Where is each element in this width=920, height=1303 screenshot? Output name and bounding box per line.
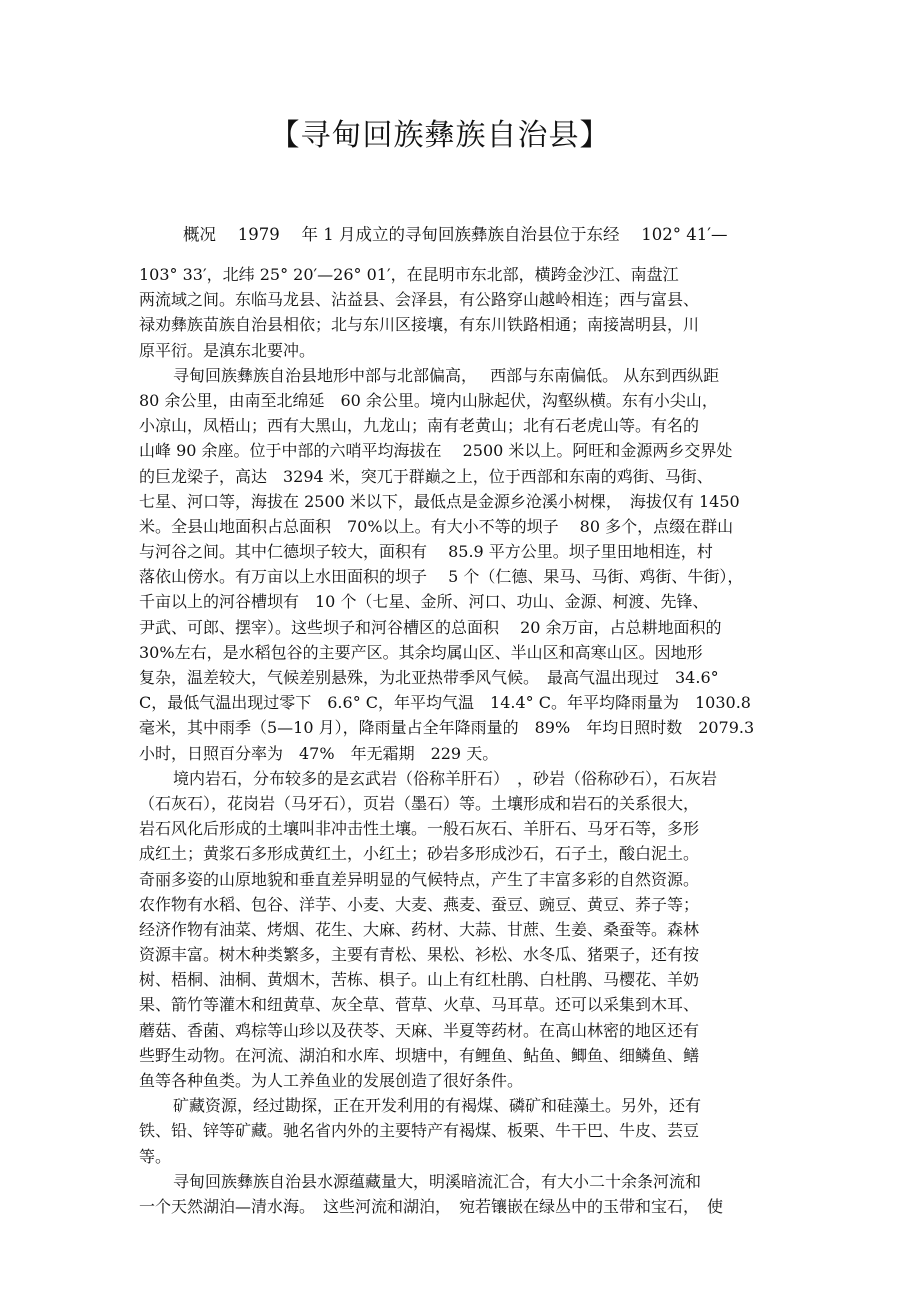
paragraph-line: 境内岩石，分布较多的是玄武岩（俗称羊肝石） ，砂岩（俗称砂石），石灰岩 <box>173 768 718 788</box>
paragraph-line: 岩石风化后形成的土壤叫非冲击性土壤。一般石灰石、羊肝石、马牙石等，多形 <box>139 819 700 839</box>
paragraph-line: 米。全县山地面积占总面积 70%以上。有大小不等的坝子 80 多个，点缀在群山 <box>139 516 734 536</box>
paragraph-line: 七星、河口等，海拔在 2500 米以下，最低点是金源乡沧溪小树棵， 海拔仅有 1450 <box>139 491 740 511</box>
paragraph-line: 小凉山，凤梧山；西有大黑山，九龙山；南有老黄山；北有石老虎山等。有名的 <box>139 416 700 436</box>
paragraph-line: 矿藏资源，经过勘探，正在开发利用的有褐煤、磷矿和硅藻土。另外，还有 <box>173 1096 702 1116</box>
paragraph-line: 103° 33′，北纬 25° 20′—26° 01′，在昆明市东北部，横跨金沙江、南盘江 <box>139 265 679 284</box>
paragraph-line: 山峰 90 余座。位于中部的六哨平均海拔在 2500 米以上。阿旺和金源两乡交界处 <box>139 441 733 461</box>
paragraph-line: 尹武、可郎、摆宰）。这些坝子和河谷槽区的总面积 20 余万亩，占总耕地面积的 <box>139 617 722 637</box>
paragraph-line: 寻甸回族彝族自治县水源蕴藏量大，明溪暗流汇合，有大小二十余条河流和 <box>173 1171 702 1191</box>
paragraph-line: 成红土；黄浆石多形成黄红土，小红土；砂岩多形成沙石，石子土，酸白泥土。 <box>139 844 700 864</box>
paragraph-line: 一个天然湖泊—清水海。 这些河流和湖泊， 宛若镶嵌在绿丛中的玉带和宝石， 使 <box>139 1196 724 1216</box>
paragraph-line: 禄劝彝族苗族自治县相依；北与东川区接壤，有东川铁路相通；南接嵩明县，川 <box>139 315 700 335</box>
paragraph-line: 复杂，温差较大，气候差别悬殊，为北亚热带季风气候。 最高气温出现过 34.6° <box>139 668 719 687</box>
paragraph-line: 80 余公里，由南至北绵延 60 余公里。境内山脉起伏，沟壑纵横。东有小尖山， <box>139 390 718 410</box>
paragraph-line: 鱼等各种鱼类。为人工养鱼业的发展创造了很好条件。 <box>139 1071 524 1090</box>
paragraph-line: 与河谷之间。其中仁德坝子较大，面积有 85.9 平方公里。坝子里田地相连，村 <box>139 542 713 562</box>
paragraph-line: 树、梧桐、油桐、黄烟木，苦栋、椇子。山上有红杜鹃、白杜鹃、马樱花、羊奶 <box>139 970 700 990</box>
paragraph-line: 寻甸回族彝族自治县地形中部与北部偏高， 西部与东南偏低。 从东到西纵距 <box>173 365 720 385</box>
paragraph-line: 资源丰富。树木种类繁多，主要有青松、果松、衫松、水冬瓜、猪栗子，还有按 <box>139 945 700 965</box>
paragraph-line: C，最低气温出现过零下 6.6° C，年平均气温 14.4° C。年平均降雨量为 1030.8 <box>139 693 751 713</box>
document-body <box>139 218 789 1219</box>
paragraph-line: 铁、铅、锌等矿藏。驰名省内外的主要特产有褐煤、板栗、牛干巴、牛皮、芸豆 <box>139 1121 700 1141</box>
paragraph-line: 奇丽多姿的山原地貌和垂直差异明显的气候特点，产生了丰富多彩的自然资源。 <box>139 869 700 889</box>
paragraph-line: 蘑菇、香菌、鸡棕等山珍以及茯苓、天麻、半夏等药材。在高山林密的地区还有 <box>139 1020 700 1040</box>
paragraph-line: 等。 <box>139 1146 172 1166</box>
paragraph-line: 概况 1979 年 1 月成立的寻甸回族彝族自治县位于东经 102° 41′— <box>183 225 728 244</box>
paragraph-line: 毫米，其中雨季（5—10 月），降雨量占全年降雨量的 89% 年均日照时数 2079.3 <box>139 718 755 738</box>
paragraph-line: 30%左右，是水稻包谷的主要产区。其余均属山区、半山区和高寒山区。因地形 <box>139 642 703 662</box>
paragraph-line: 农作物有水稻、包谷、洋芋、小麦、大麦、燕麦、蚕豆、豌豆、黄豆、荞子等； <box>139 894 700 914</box>
paragraph-line: 千亩以上的河谷槽坝有 10 个（七星、金所、河口、功山、金源、柯渡、先锋、 <box>139 592 709 612</box>
paragraph-line: 落依山傍水。有万亩以上水田面积的坝子 5 个（仁德、果马、马街、鸡街、牛街）， <box>139 567 744 587</box>
paragraph-line: 果、箭竹等灌木和纽黄草、灰全草、菅草、火草、马耳草。还可以采集到木耳、 <box>139 995 700 1015</box>
paragraph-line: 些野生动物。在河流、湖泊和水库、坝塘中，有鲤鱼、鲇鱼、鲫鱼、细鳞鱼、鳝 <box>139 1045 700 1065</box>
paragraph-line: 小时，日照百分率为 47% 年无霜期 229 天。 <box>139 743 499 763</box>
paragraph-line: 经济作物有油菜、烤烟、花生、大麻、药材、大蒜、甘蔗、生姜、桑蚕等。森林 <box>139 919 700 939</box>
paragraph-line: （石灰石），花岗岩（马牙石），页岩（墨石）等。土壤形成和岩石的关系很大， <box>139 793 700 813</box>
paragraph-line: 两流域之间。东临马龙县、沾益县、会泽县，有公路穿山越岭相连；西与富县、 <box>139 290 700 310</box>
document-title: 【寻甸回族彝族自治县】 <box>269 118 611 153</box>
paragraph-line: 原平衍。是滇东北要冲。 <box>139 340 316 360</box>
paragraph-line: 的巨龙梁子，高达 3294 米，突兀于群巅之上，位于西部和东南的鸡街、马街、 <box>139 466 713 486</box>
